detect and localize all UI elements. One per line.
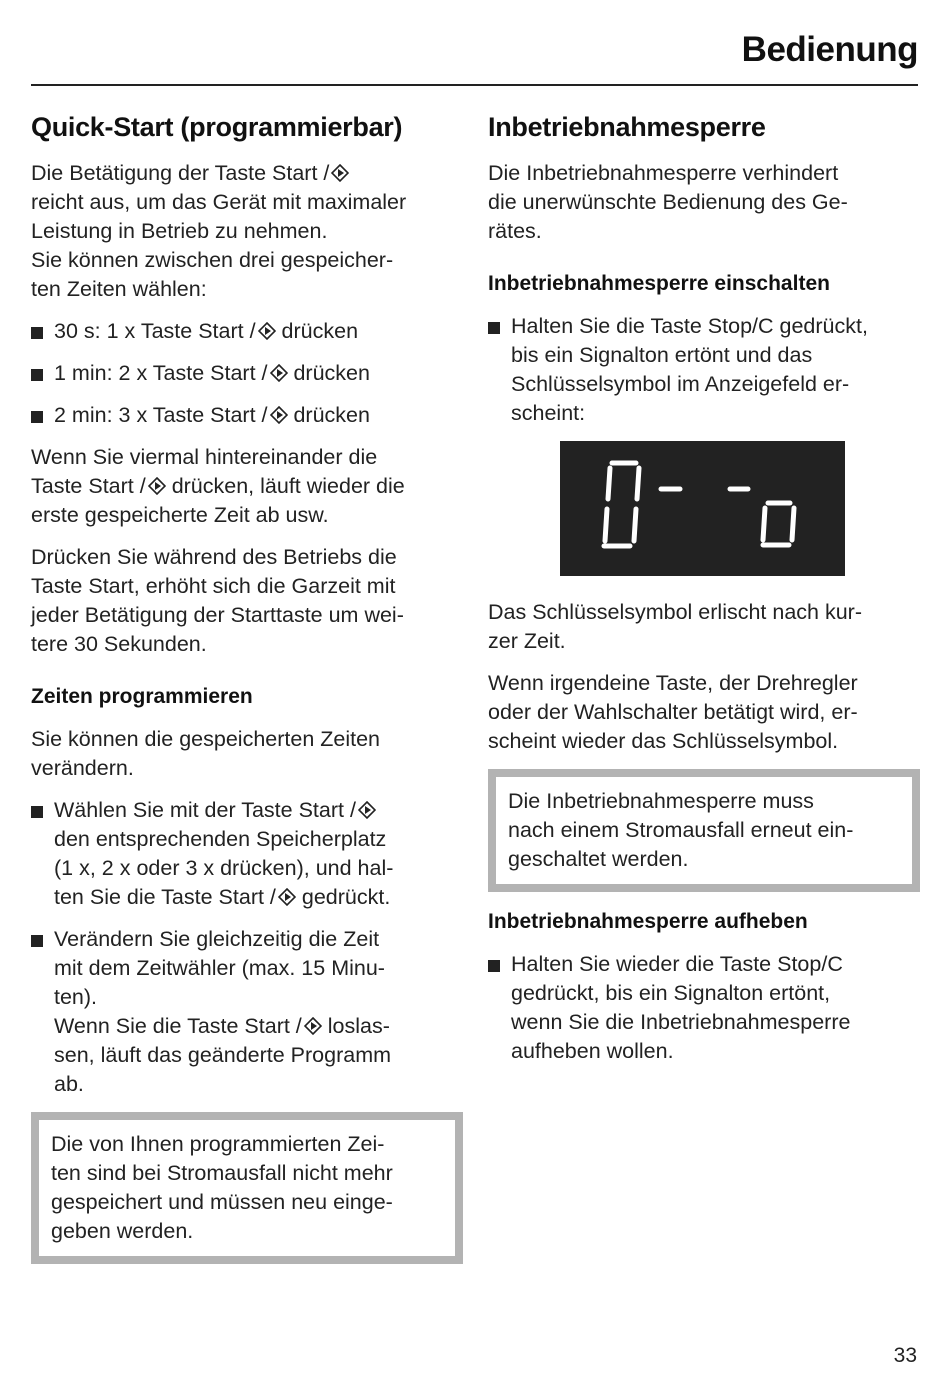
- quick-start-heading: Quick-Start (programmierbar): [31, 112, 403, 142]
- bullet-icon: [31, 806, 43, 818]
- quick-start-intro: Die Betätigung der Taste Start / reicht aus, um das Gerät mit maximaler Leistung in Betrieb zu nehmen. Sie können zwischen drei gespeicher- ten Zeiten wählen:: [31, 161, 407, 301]
- section-title: Bedienung: [741, 30, 918, 69]
- lock-intro: Die Inbetriebnahmesperre verhindert die unerwünschte Bedienung des Ge- rätes.: [488, 161, 848, 243]
- lock-enable-subheading: Inbetriebnahmesperre einschalten: [488, 272, 830, 295]
- left-column: [31, 112, 463, 1282]
- bullet-icon: [31, 369, 43, 381]
- list-item: Halten Sie die Taste Stop/C gedrückt, bis ein Signalton ertönt und das Schlüsselsymbol im Anzeigefeld er- scheint:: [488, 312, 920, 428]
- program-times-intro: Sie können die gespeicherten Zeiten verändern.: [31, 727, 381, 780]
- program-times-steps: [31, 796, 463, 1099]
- start-key-icon: [270, 406, 288, 424]
- bullet-icon: [31, 327, 43, 339]
- lock-heading: Inbetriebnahmesperre: [488, 112, 766, 142]
- lock-enable-steps: [488, 312, 920, 428]
- program-times-subheading: Zeiten programmieren: [31, 685, 253, 708]
- page-number: 33: [893, 1344, 917, 1367]
- start-key-icon: [331, 164, 349, 182]
- lock-disable-subheading: Inbetriebnahmesperre aufheben: [488, 910, 808, 933]
- key-symbol-reappears-paragraph: Wenn irgendeine Taste, der Drehregler oder der Wahlschalter betätigt wird, er- scheint wieder das Schlüsselsymbol.: [488, 671, 858, 753]
- bullet-icon: [31, 411, 43, 423]
- key-symbol-display-icon: [560, 441, 845, 576]
- list-item: Verändern Sie gleichzeitig die Zeit mit dem Zeitwähler (max. 15 Minu- ten). Wenn Sie die Taste Start / loslas- sen, läuft das geänderte Programm ab.: [31, 925, 463, 1099]
- list-item: 30 s: 1 x Taste Start / drücken: [31, 317, 463, 346]
- lock-disable-steps: [488, 950, 920, 1066]
- start-key-icon: [258, 322, 276, 340]
- start-key-icon: [358, 801, 376, 819]
- list-item: Halten Sie wieder die Taste Stop/C gedrückt, bis ein Signalton ertönt, wenn Sie die Inbetriebnahmesperre aufheben wollen.: [488, 950, 920, 1066]
- lock-power-failure-note: Die Inbetriebnahmesperre muss nach einem Stromausfall erneut ein- geschaltet werden.: [488, 769, 920, 892]
- increase-time-paragraph: Drücken Sie während des Betriebs die Taste Start, erhöht sich die Garzeit mit jeder Betätigung der Starttaste um wei- tere 30 Sekunden.: [31, 545, 404, 656]
- start-key-icon: [278, 888, 296, 906]
- right-column: [488, 112, 920, 1079]
- bullet-icon: [488, 322, 500, 334]
- start-key-icon: [304, 1017, 322, 1035]
- header-rule: [31, 84, 918, 86]
- list-item: 2 min: 3 x Taste Start / drücken: [31, 401, 463, 430]
- power-failure-note: Die von Ihnen programmierten Zei- ten sind bei Stromausfall nicht mehr gespeichert und müssen neu einge- geben werden.: [31, 1112, 463, 1264]
- key-symbol-off-paragraph: Das Schlüsselsymbol erlischt nach kur- zer Zeit.: [488, 600, 862, 653]
- quick-start-times-list: [31, 317, 463, 430]
- repeat-paragraph: Wenn Sie viermal hintereinander die Taste Start / drücken, läuft wieder die erste gespeicherte Zeit ab usw.: [31, 445, 405, 527]
- start-key-icon: [270, 364, 288, 382]
- list-item: Wählen Sie mit der Taste Start / den entsprechenden Speicherplatz (1 x, 2 x oder 3 x drücken), und hal- ten Sie die Taste Start / gedrückt.: [31, 796, 463, 912]
- start-key-icon: [148, 477, 166, 495]
- bullet-icon: [488, 960, 500, 972]
- list-item: 1 min: 2 x Taste Start / drücken: [31, 359, 463, 388]
- bullet-icon: [31, 935, 43, 947]
- display-panel: [560, 441, 845, 576]
